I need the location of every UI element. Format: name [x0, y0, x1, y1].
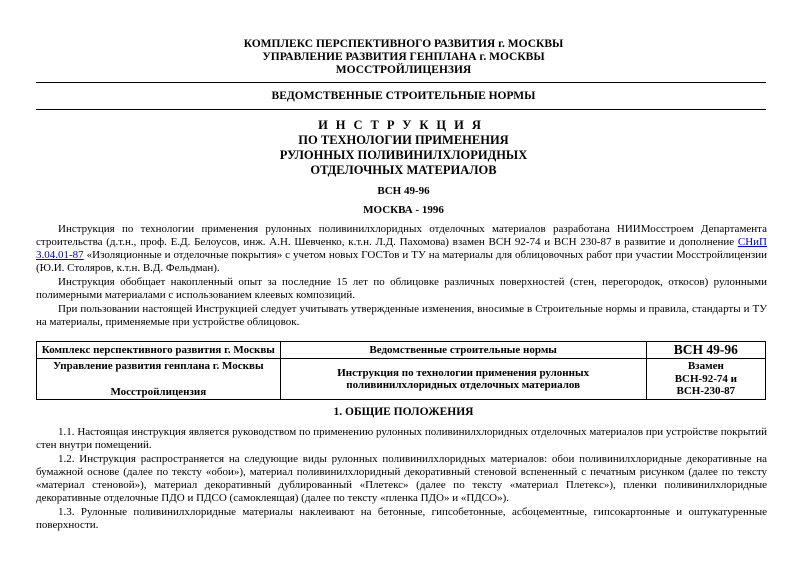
header-line-1: КОМПЛЕКС ПЕРСПЕКТИВНОГО РАЗВИТИЯ г. МОСКВЫ: [243, 38, 564, 50]
city-year: МОСКВА - 1996: [363, 204, 444, 216]
intro-p1-text-after: «Изоляционные и отделочные покрытия» с учетом новых ГОСТов и ТУ на материалы для облицовочных работ при участии Мосстройлицензии (Ю.И. Столяров, к.т.н. В.Д. Фельдман).: [36, 249, 767, 274]
table-row: [37, 342, 766, 359]
paragraph-1-2: [36, 453, 767, 505]
paragraph-1-1: [36, 426, 767, 452]
intro-p1-text-before: Инструкция по технологии применения рулонных поливинилхлоридных отделочных материалов разработана НИИМосстроем Департамента строительства (д.т.н., проф. Е.Д. Белоусов, инж. А.Н. Шевченко, к.т.н. Л.Д. Пахомова) взамен ВСН 92-74 и ВСН 230-87 в развитие и дополнение: [36, 223, 767, 248]
title-word-text: ИНСТРУКЦИЯ: [318, 118, 489, 132]
info-table: [36, 341, 766, 400]
norms-heading: ВЕДОМСТВЕННЫЕ СТРОИТЕЛЬНЫЕ НОРМЫ: [271, 90, 536, 102]
table-cell-replaces-codes: ВСН-92-74 и ВСН-230-87: [674, 372, 737, 398]
header-line-2: УПРАВЛЕНИЕ РАЗВИТИЯ ГЕНПЛАНА г. МОСКВЫ: [262, 51, 545, 63]
snip-link[interactable]: СНиП 3.04.01-87: [36, 236, 767, 261]
paragraph-1-2-text: 1.2. Инструкция распространяется на следующие виды рулонных поливинилхлоридных материалов: обои поливинилхлоридные декоративные на бумажной основе (далее по тексту «обои»), материал поливинилхлоридный декоративный стеновой вспененный с печатным рисунком (далее по тексту «материал стеновой»), материал декоративный дублированный «Плетекс» (далее по тексту «материал Плетекс»), пленки поливинилхлоридные декоративные отделочные ПДО и ПДСО (самоклеящая) (далее по тексту «пленка ПДО» и «ПДСО»).: [36, 453, 767, 504]
table-row: [37, 359, 766, 400]
table-cell-organization: Комплекс перспективного развития г. Москвы: [37, 342, 281, 359]
intro-paragraph-3: [36, 303, 767, 329]
intro-paragraph-1: [36, 223, 767, 275]
table-cell-code: ВСН 49-96: [646, 342, 765, 359]
table-cell-norms: Ведомственные строительные нормы: [280, 342, 646, 359]
intro-p3-text: При пользовании настоящей Инструкцией следует учитывать утвержденные изменения, вносимые в Строительные нормы и правила, стандарты и ТУ на материалы, применяемые при устройстве облицовок.: [36, 303, 767, 328]
table-cell-department-2: Мосстройлицензия: [110, 385, 207, 398]
title-line-3: РУЛОННЫХ ПОЛИВИНИЛХЛОРИДНЫХ: [279, 148, 528, 162]
header-rule-bottom: [36, 109, 766, 110]
title-line-4: ОТДЕЛОЧНЫХ МАТЕРИАЛОВ: [310, 163, 497, 177]
paragraph-1-1-text: 1.1. Настоящая инструкция является руководством по применению рулонных поливинилхлоридных отделочных материалов при устройстве покрытий стен внутри помещений.: [36, 426, 767, 451]
paragraph-1-3-text: 1.3. Рулонные поливинилхлоридные материалы наклеивают на бетонные, гипсобетонные, асбоцементные, гипсокартонные и оштукатуренные поверхности.: [36, 506, 767, 531]
title-line-2: ПО ТЕХНОЛОГИИ ПРИМЕНЕНИЯ: [298, 133, 509, 147]
intro-paragraph-2: [36, 276, 767, 302]
table-cell-replaces: [646, 359, 765, 400]
header-line-3: МОССТРОЙЛИЦЕНЗИЯ: [335, 64, 472, 76]
table-cell-department-1: Управление развития генплана г. Москвы: [53, 360, 264, 372]
paragraph-1-3: [36, 506, 767, 532]
intro-p2-text: Инструкция обобщает накопленный опыт за последние 15 лет по облицовке различных поверхностей (стен, перегородок, откосов) рулонными полимерными материалами с использованием клеевых композиций.: [36, 276, 767, 301]
table-cell-replaces-label: Взамен: [687, 360, 724, 373]
table-cell-departments: [37, 359, 281, 400]
table-cell-instruction: Инструкция по технологии применения рулонных поливинилхлоридных отделочных материалов: [280, 359, 646, 400]
header-rule-top: [36, 82, 766, 83]
title-word: [0, 118, 807, 132]
document-code: ВСН 49-96: [377, 185, 430, 197]
section-1-heading: 1. ОБЩИЕ ПОЛОЖЕНИЯ: [333, 406, 474, 418]
